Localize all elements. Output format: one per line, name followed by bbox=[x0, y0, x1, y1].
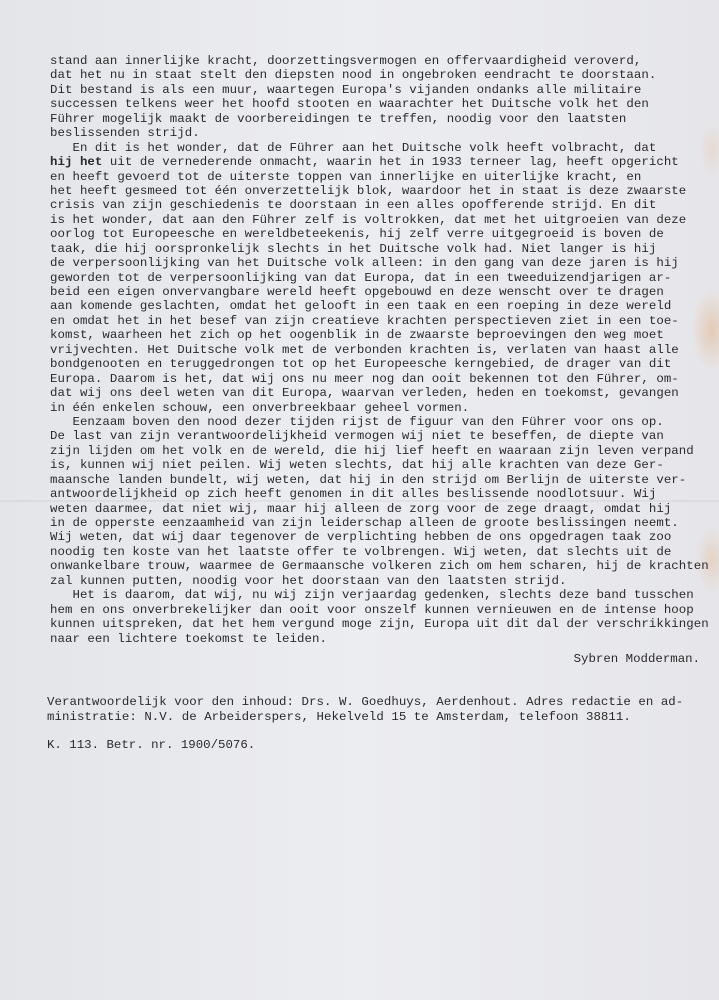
text-line: is, kunnen wij niet peilen. Wij weten slechts, dat hij alle krachten van deze Ger- bbox=[50, 458, 664, 473]
text-line: de verpersoonlijking van het Duitsche volk alleen: in den gang van deze jaren is hij bbox=[50, 256, 679, 271]
text-line: taak, die hij oorspronkelijk slechts in het Duitsche volk had. Niet langer is hij bbox=[50, 241, 657, 256]
text-line: het heeft gesmeed tot één onverzettelijk blok, waardoor het in staat is deze zwaarste bbox=[50, 183, 687, 198]
text-line: De last van zijn verantwoordelijkheid vermogen wij niet te beseffen, de diepte van bbox=[50, 429, 664, 444]
text-line: Führer mogelijk maakt de voorbereidingen te treffen, noodig voor den laatsten bbox=[50, 111, 627, 126]
text-line: stand aan innerlijke kracht, doorzettingsvermogen en offervaardigheid veroverd, bbox=[50, 54, 642, 68]
text-line: Het is daarom, dat wij, nu wij zijn verjaardag gedenken, slechts deze band tusschen bbox=[50, 588, 694, 603]
text-line: dat wij ons deel weten van dit Europa, waarvan verleden, heden en toekomst, gevangen bbox=[50, 386, 679, 401]
text-line: kunnen uitspreken, dat het hem vergund moge zijn, Europa uit dit dal der verschrikkingen bbox=[50, 617, 709, 632]
text-line: en heeft gevoerd tot de uiterste toppen van innerlijke en uiterlijke kracht, en bbox=[50, 169, 642, 184]
text-line: aan komende geslachten, omdat het gelooft in een taak en een roeping in deze wereld bbox=[50, 299, 672, 314]
text-line: in één enkelen schouw, een onverbreekbaar geheel vormen. bbox=[50, 400, 470, 415]
text-line: Wij weten, dat wij daar tegenover de verplichting hebben de ons opgedragen taak zoo bbox=[50, 530, 672, 545]
text-line: zijn lijden om het volk en de wereld, die hij lief heeft en waaraan zijn leven verpand bbox=[50, 443, 694, 458]
colophon-line: Verantwoordelijk voor den inhoud: Drs. W. Goedhuys, Aerdenhout. Adres redactie en ad- bbox=[47, 695, 684, 709]
colophon-line: ministratie: N.V. de Arbeiderspers, Hekelveld 15 te Amsterdam, telefoon 38811. bbox=[47, 710, 631, 724]
text-line: maansche landen bundelt, wij weten, dat hij in den strijd om Berlijn de uiterste ver- bbox=[50, 472, 687, 487]
colophon bbox=[47, 695, 683, 725]
text-line: geworden tot de verpersoonlijking van dat Europa, dat in een tweeduizendjarigen ar- bbox=[50, 270, 672, 285]
signature: Sybren Modderman. bbox=[573, 652, 700, 666]
bold-text: hij het bbox=[50, 155, 103, 170]
text-line: onwankelbare trouw, waarmee de Germaansche volkeren zich om hem scharen, hij de krachten bbox=[50, 559, 709, 574]
text-line: crisis van zijn geschiedenis te doorstaan in een alles opofferende strijd. En dit bbox=[50, 198, 657, 213]
text-line: antwoordelijkheid op zich heeft genomen in dit alles beslissende noodlotsuur. Wij bbox=[50, 487, 657, 502]
text-line: hem en ons onverbrekelijker dan ooit voor onszelf kunnen vernieuwen en de intense hoop bbox=[50, 602, 694, 617]
text-line: en omdat het in het besef van zijn creatieve krachten perspectieven ziet in een toe- bbox=[50, 313, 679, 328]
text-line: komst, waarheen het zich op het oogenblik in de zwaarste beproevingen den weg moet bbox=[50, 328, 664, 343]
text-line: naar een lichtere toekomst te leiden. bbox=[50, 631, 327, 646]
text-line: En dit is het wonder, dat de Führer aan het Duitsche volk heeft volbracht, dat bbox=[50, 140, 657, 155]
text-line: successen telkens weer het hoofd stooten en waarachter het Duitsche volk het den bbox=[50, 97, 649, 112]
text-line: is het wonder, dat aan den Führer zelf is voltrokken, dat met het uitgroeien van deze bbox=[50, 212, 687, 227]
text-line: in de opperste eenzaamheid van zijn leiderschap alleen de groote beslissingen neemt. bbox=[50, 516, 679, 530]
text-line: Europa. Daarom is het, dat wij ons nu meer nog dan ooit bekennen tot den Führer, om- bbox=[50, 371, 679, 386]
text-line: noodig ten koste van het laatste offer te volbrengen. Wij weten, dat slechts uit de bbox=[50, 544, 672, 559]
text-line: dat het nu in staat stelt den diepsten nood in ongebroken eendracht te doorstaan. bbox=[50, 68, 657, 83]
article-body bbox=[50, 54, 719, 646]
text-rest: uit de vernederende onmacht, waarin het in 1933 terneer lag, heeft opgericht bbox=[102, 155, 679, 170]
text-line: weten daarmee, dat niet wij, maar hij alleen de zorg voor de zege draagt, omdat hij bbox=[50, 501, 672, 516]
text-line bbox=[50, 155, 719, 169]
text-line: beid een eigen onvervangbare wereld heeft opgebouwd en deze wenscht over te dragen bbox=[50, 285, 664, 299]
text-line: zal kunnen putten, noodig voor het doorstaan van den laatsten strijd. bbox=[50, 573, 567, 588]
text-line: vrijvechten. Het Duitsche volk met de verbonden krachten is, verlaten van haast alle bbox=[50, 342, 679, 357]
text-line: oorlog tot Europeesche en wereldbeteekenis, hij zelf verre uitgegroeid is boven de bbox=[50, 227, 664, 242]
text-line: beslissenden strijd. bbox=[50, 126, 200, 141]
text-line: Eenzaam boven den nood dezer tijden rijst de figuur van den Führer voor ons op. bbox=[50, 414, 664, 429]
text-line: Dit bestand is als een muur, waartegen Europa's vijanden ondanks alle militaire bbox=[50, 82, 642, 97]
reference-number: K. 113. Betr. nr. 1900/5076. bbox=[47, 738, 256, 752]
text-line: bondgenooten en teruggedrongen tot op het Europeesche kerngebied, de drager van dit bbox=[50, 357, 672, 372]
